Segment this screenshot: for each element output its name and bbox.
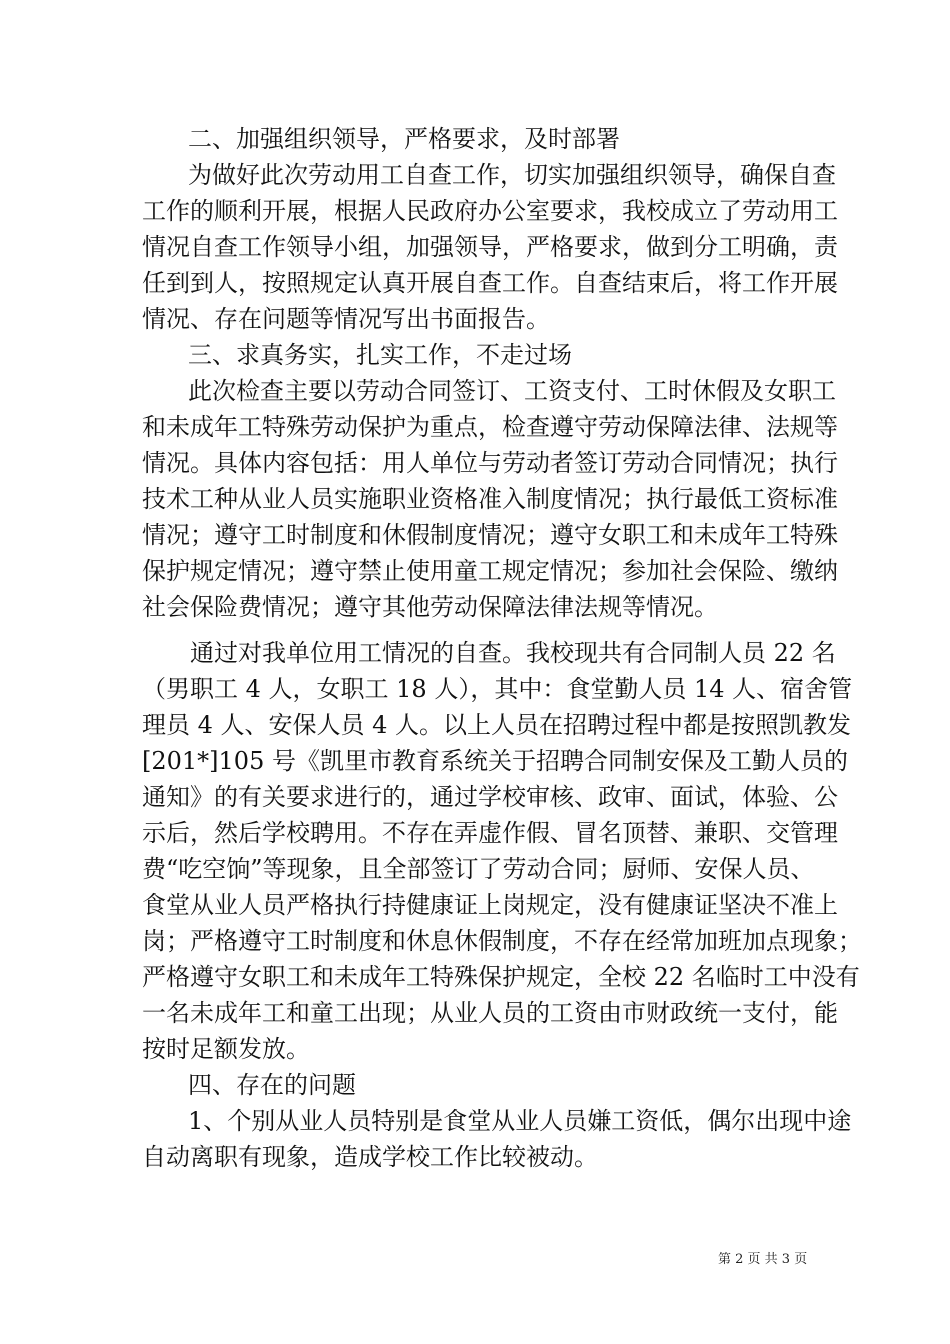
paragraph-line: 费“吃空饷”等现象，且全部签订了劳动合同；厨师、安保人员、: [142, 855, 815, 883]
section-heading: 三、求真务实，扎实工作，不走过场: [188, 341, 572, 369]
section-heading: 二、加强组织领导，严格要求，及时部署: [188, 125, 620, 153]
paragraph-line: 通过对我单位用工情况的自查。我校现共有合同制人员 22 名: [190, 639, 836, 667]
paragraph-line: 情况；遵守工时制度和休假制度情况；遵守女职工和未成年工特殊: [142, 521, 838, 549]
paragraph-line: 一名未成年工和童工出现；从业人员的工资由市财政统一支付，能: [142, 999, 838, 1027]
section-heading: 四、存在的问题: [188, 1071, 356, 1099]
paragraph-line: （男职工 4 人，女职工 18 人），其中：食堂勤人员 14 人、宿舍管: [142, 675, 853, 703]
paragraph-line: 和未成年工特殊劳动保护为重点，检查遵守劳动保障法律、法规等: [142, 413, 838, 441]
paragraph-line: 情况。具体内容包括：用人单位与劳动者签订劳动合同情况；执行: [142, 449, 838, 477]
page-number: 第 2 页 共 3 页: [718, 1252, 808, 1267]
paragraph-line: 为做好此次劳动用工自查工作，切实加强组织领导，确保自查: [188, 161, 836, 189]
paragraph-line: 社会保险费情况；遵守其他劳动保障法律法规等情况。: [142, 593, 718, 621]
paragraph-line: 情况自查工作领导小组，加强领导，严格要求，做到分工明确，责: [142, 233, 838, 261]
paragraph-line: 严格遵守女职工和未成年工特殊保护规定，全校 22 名临时工中没有: [142, 963, 860, 991]
paragraph-line: 理员 4 人、安保人员 4 人。以上人员在招聘过程中都是按照凯教发: [142, 711, 852, 739]
paragraph-line: 技术工种从业人员实施职业资格准入制度情况；执行最低工资标准: [142, 485, 838, 513]
paragraph-line: 岗；严格遵守工时制度和休息休假制度，不存在经常加班加点现象；: [142, 927, 862, 955]
paragraph-line: 通知》的有关要求进行的，通过学校审核、政审、面试，体验、公: [142, 783, 838, 811]
paragraph-line: [201*]105 号《凯里市教育系统关于招聘合同制安保及工勤人员的: [142, 747, 848, 775]
paragraph-line: 情况、存在问题等情况写出书面报告。: [142, 305, 550, 333]
paragraph-line: 1、个别从业人员特别是食堂从业人员嫌工资低，偶尔出现中途: [188, 1107, 852, 1135]
paragraph-line: 示后，然后学校聘用。不存在弄虚作假、冒名顶替、兼职、交管理: [142, 819, 838, 847]
paragraph-line: 工作的顺利开展，根据人民政府办公室要求，我校成立了劳动用工: [142, 197, 838, 225]
paragraph-line: 食堂从业人员严格执行持健康证上岗规定，没有健康证坚决不准上: [142, 891, 838, 919]
paragraph-line: 任到到人，按照规定认真开展自查工作。自查结束后，将工作开展: [142, 269, 838, 297]
paragraph-line: 按时足额发放。: [142, 1035, 310, 1063]
paragraph-line: 此次检查主要以劳动合同签订、工资支付、工时休假及女职工: [188, 377, 836, 405]
paragraph-line: 自动离职有现象，造成学校工作比较被动。: [142, 1143, 598, 1171]
paragraph-line: 保护规定情况；遵守禁止使用童工规定情况；参加社会保险、缴纳: [142, 557, 838, 585]
